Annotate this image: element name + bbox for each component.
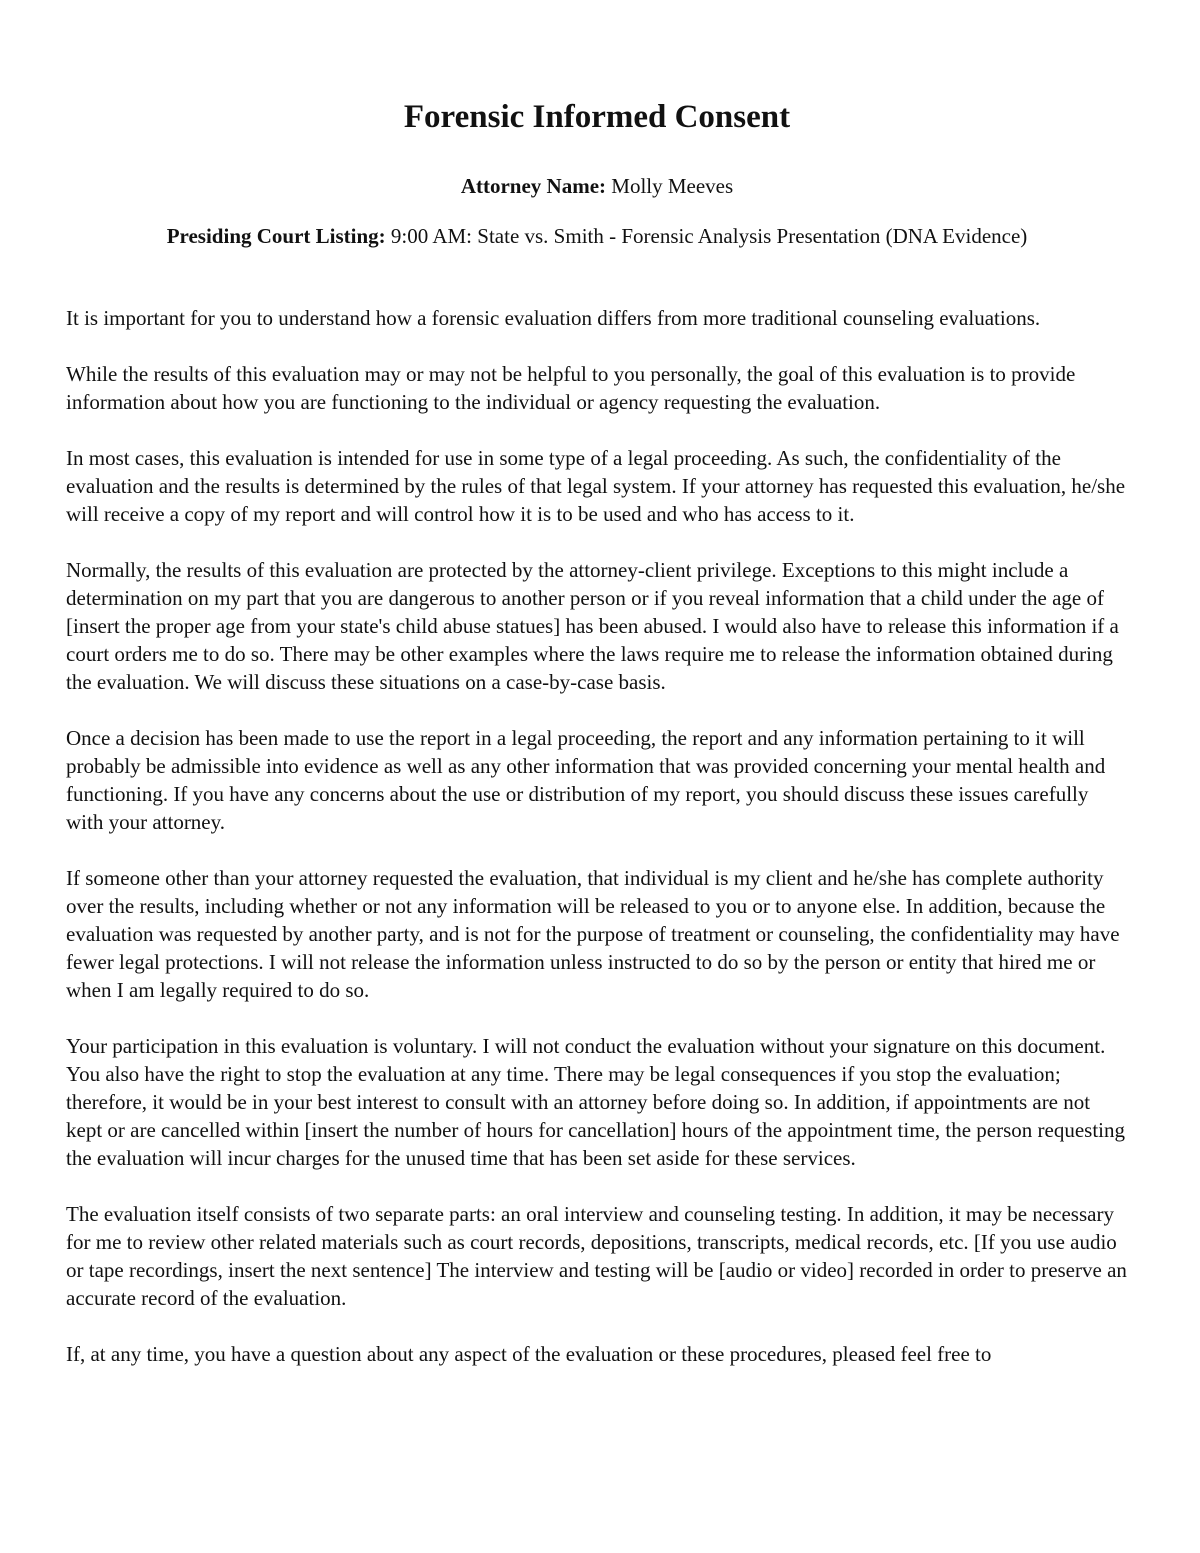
paragraph-procedure: The evaluation itself consists of two separate parts: an oral interview and counseling testing. In addition, it may be necessary for me to review other related materials such as court records, depositions, transcripts, medical records, etc. [If you use audio or tape recordings, insert the next sentence] The interview and testing will be [audio or video] recorded in order to preserve an accurate record of the evaluation. (66, 1201, 1127, 1310)
document-title: Forensic Informed Consent (403, 99, 791, 135)
paragraph-intro: It is important for you to understand how a forensic evaluation differs from more traditional counseling evaluations. (66, 305, 1041, 330)
document-page (66, 98, 1128, 1396)
paragraph-third-party: If someone other than your attorney requested the evaluation, that individual is my client and he/she has complete authority over the results, including whether or not any information will be released to you or to anyone else. In addition, because the evaluation was requested by another party, and is not for the purpose of treatment or counseling, the confidentiality may have fewer legal protections. I will not release the information unless instructed to do so by the person or entity that hired me or when I am legally required to do so. (66, 865, 1120, 1002)
attorney-name-value: Molly Meeves (611, 173, 734, 198)
paragraph-purpose: While the results of this evaluation may or may not be helpful to you personally, the goal of this evaluation is to provide information about how you are functioning to the individual or agency requesting the evaluation. (66, 361, 1076, 414)
court-listing-label: Presiding Court Listing: (166, 223, 386, 248)
paragraph-legal-use: In most cases, this evaluation is intended for use in some type of a legal proceeding. As such, the confidentiality of the evaluation and the results is determined by the rules of that legal system. If your attorney has requested this evaluation, he/she will receive a copy of my report and will control how it is to be used and who has access to it. (66, 445, 1126, 526)
court-listing-line (66, 222, 1128, 250)
paragraph-voluntary: Your participation in this evaluation is voluntary. I will not conduct the evaluation without your signature on this document. You also have the right to stop the evaluation at any time. There may be legal consequences if you stop the evaluation; therefore, it would be in your best interest to consult with an attorney before doing so. In addition, if appointments are not kept or are cancelled within [insert the number of hours for cancellation] hours of the appointment time, the person requesting the evaluation will incur charges for the unused time that has been set aside for these services. (66, 1033, 1125, 1170)
attorney-name-label: Attorney Name: (460, 173, 607, 198)
paragraph-privilege: Normally, the results of this evaluation are protected by the attorney-client privilege. Exceptions to this might include a determination on my part that you are dangerous to another person or if you reveal information that a child under the age of [insert the proper age from your state's child abuse statues] has been abused. I would also have to release this information if a court orders me to do so. There may be other examples where the laws require me to release the information obtained during the evaluation. We will discuss these situations on a case-by-case basis. (66, 557, 1119, 694)
paragraph-questions: If, at any time, you have a question about any aspect of the evaluation or these procedures, pleased feel free to (66, 1341, 992, 1366)
attorney-name-line (66, 172, 1128, 200)
paragraph-admissibility: Once a decision has been made to use the report in a legal proceeding, the report and any information pertaining to it will probably be admissible into evidence as well as any other information that was provided concerning your mental health and functioning. If you have any concerns about the use or distribution of my report, you should discuss these issues carefully with your attorney. (66, 725, 1106, 834)
court-listing-value: 9:00 AM: State vs. Smith - Forensic Analysis Presentation (DNA Evidence) (390, 223, 1028, 248)
section-spacer (66, 272, 1128, 304)
